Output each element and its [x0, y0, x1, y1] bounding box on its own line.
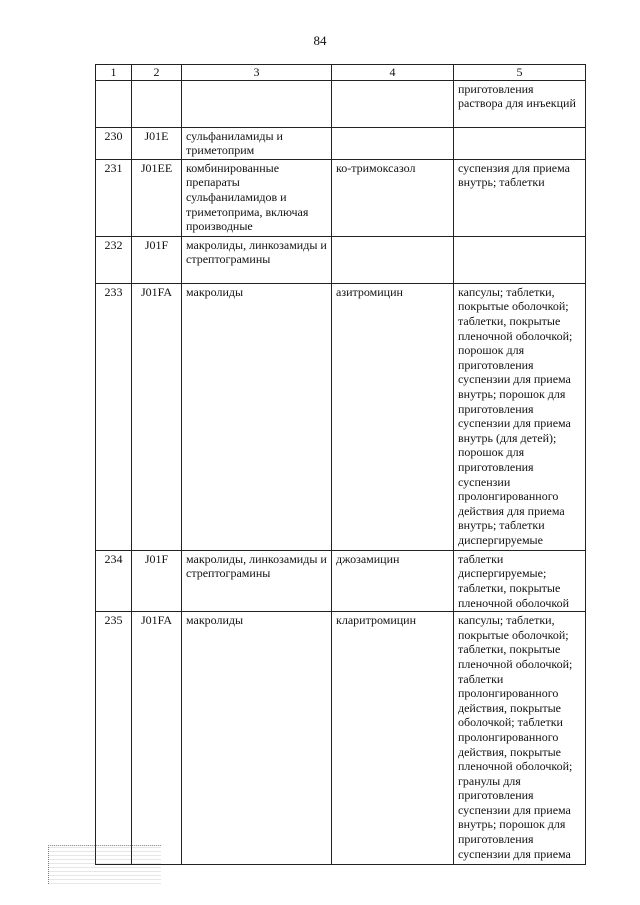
row-number: 231: [96, 159, 132, 236]
table-row: [96, 127, 586, 159]
drug-name: джозамицин: [332, 550, 454, 611]
scan-artifact: [48, 845, 161, 884]
drug-name: кларитромицин: [332, 612, 454, 865]
atc-code: [132, 80, 182, 127]
dosage-forms: капсулы; таблетки, покрытые оболочкой; таблетки, покрытые пленочной оболочкой; таблетки пролонгированного действия, покрытые оболочкой; таблетки пролонгированного действия, покрытые пленочной оболочкой; гранулы для приготовления суспензии для приема внутрь; порошок для приготовления суспензии для приема: [454, 612, 586, 865]
drug-name: [332, 127, 454, 159]
row-number: 233: [96, 283, 132, 550]
header-cell: 4: [332, 65, 454, 81]
header-cell: 3: [182, 65, 332, 81]
drug-name: азитромицин: [332, 283, 454, 550]
table-row: [96, 283, 586, 550]
table-row: [96, 236, 586, 283]
table-row: [96, 550, 586, 611]
dosage-forms: приготовления раствора для инъекций: [454, 80, 586, 127]
dosage-forms: таблетки диспергируемые; таблетки, покрытые пленочной оболочкой: [454, 550, 586, 611]
dosage-forms: суспензия для приема внутрь; таблетки: [454, 159, 586, 236]
header-cell: 2: [132, 65, 182, 81]
group-name: комбинированные препараты сульфаниламидов и триметоприма, включая производные: [182, 159, 332, 236]
row-number: 235: [96, 612, 132, 865]
group-name: макролиды: [182, 283, 332, 550]
drug-name: [332, 236, 454, 283]
table-row: [96, 159, 586, 236]
page-number: 84: [313, 33, 327, 48]
row-number: 232: [96, 236, 132, 283]
group-name: макролиды, линкозамиды и стрептограмины: [182, 236, 332, 283]
atc-code: J01E: [132, 127, 182, 159]
atc-code: J01FA: [132, 612, 182, 865]
header-cell: 1: [96, 65, 132, 81]
row-number: 230: [96, 127, 132, 159]
atc-code: J01EE: [132, 159, 182, 236]
atc-code: J01F: [132, 550, 182, 611]
group-name: макролиды: [182, 612, 332, 865]
group-name: [182, 80, 332, 127]
atc-code: J01F: [132, 236, 182, 283]
table-row: [96, 612, 586, 865]
drug-name: [332, 80, 454, 127]
header-cell: 5: [454, 65, 586, 81]
dosage-forms: [454, 127, 586, 159]
table-row: [96, 80, 586, 127]
row-number: [96, 80, 132, 127]
group-name: макролиды, линкозамиды и стрептограмины: [182, 550, 332, 611]
drug-table: [95, 64, 586, 865]
group-name: сульфаниламиды и триметоприм: [182, 127, 332, 159]
row-number: 234: [96, 550, 132, 611]
table-header-row: [96, 65, 586, 81]
dosage-forms: [454, 236, 586, 283]
drug-name: ко-тримоксазол: [332, 159, 454, 236]
dosage-forms: капсулы; таблетки, покрытые оболочкой; таблетки, покрытые пленочной оболочкой; порошок для приготовления суспензии для приема внутрь; порошок для приготовления суспензии для приема внутрь (для детей); порошок для приготовления суспензии пролонгированного действия для приема внутрь; таблетки диспергируемые: [454, 283, 586, 550]
atc-code: J01FA: [132, 283, 182, 550]
